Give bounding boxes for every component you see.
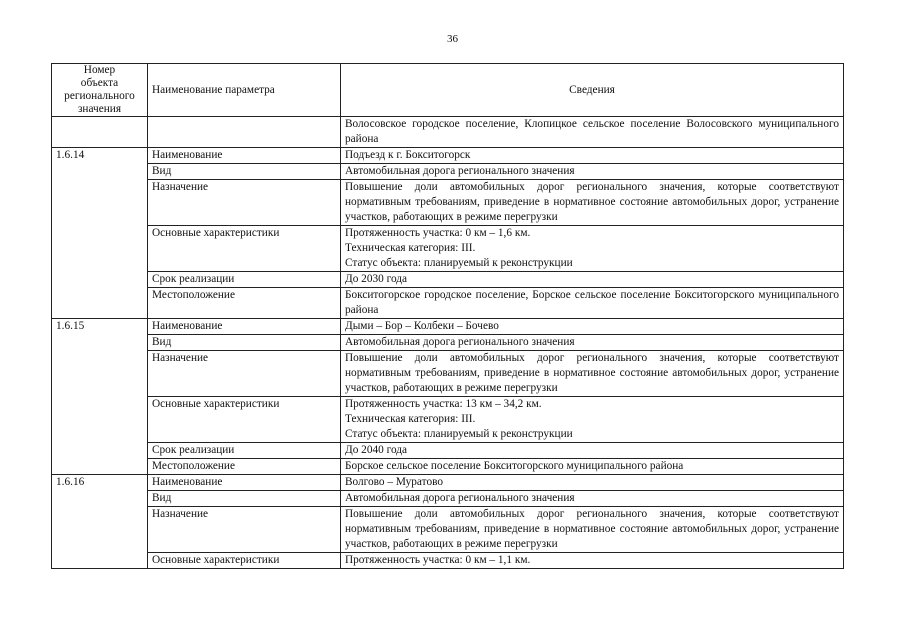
parameter-label: Основные характеристики <box>148 226 341 272</box>
table-row <box>52 148 844 164</box>
parameter-value <box>341 148 844 164</box>
parameter-value-line: Бокситогорское городское поселение, Борское сельское поселение Бокситогорского муниципального района <box>345 289 839 316</box>
header-object-number <box>52 64 148 117</box>
parameter-value-line: Протяженность участка: 0 км – 1,6 км. <box>345 227 531 239</box>
parameter-value-line: Подъезд к г. Бокситогорск <box>345 149 471 161</box>
table-row <box>52 443 844 459</box>
parameter-label: Местоположение <box>148 288 341 319</box>
parameter-value <box>341 272 844 288</box>
table-row <box>52 553 844 569</box>
parameter-label: Наименование <box>148 148 341 164</box>
table-row <box>52 351 844 397</box>
parameter-value-line: Автомобильная дорога регионального значения <box>345 165 575 177</box>
table-row <box>52 288 844 319</box>
parameter-value <box>341 459 844 475</box>
parameter-label: Вид <box>148 335 341 351</box>
parameter-value-line: Борское сельское поселение Бокситогорского муниципального района <box>345 460 684 472</box>
parameter-label: Основные характеристики <box>148 553 341 569</box>
parameter-label: Вид <box>148 164 341 180</box>
objects-table <box>51 63 844 569</box>
parameter-value <box>341 475 844 491</box>
table-row <box>52 491 844 507</box>
parameter-value <box>341 491 844 507</box>
header-details: Сведения <box>341 64 844 117</box>
object-number: 1.6.14 <box>52 148 148 319</box>
parameter-value <box>341 351 844 397</box>
parameter-label: Местоположение <box>148 459 341 475</box>
parameter-label: Основные характеристики <box>148 397 341 443</box>
table-row <box>52 272 844 288</box>
table-row <box>52 335 844 351</box>
parameter-label: Вид <box>148 491 341 507</box>
parameter-label: Наименование <box>148 319 341 335</box>
parameter-value <box>341 180 844 226</box>
object-number: 1.6.15 <box>52 319 148 475</box>
object-number: 1.6.16 <box>52 475 148 569</box>
table-body <box>52 117 844 569</box>
parameter-value <box>341 553 844 569</box>
parameter-value <box>341 288 844 319</box>
parameter-label: Назначение <box>148 351 341 397</box>
parameter-value-line: Техническая категория: III. <box>345 242 476 254</box>
parameter-value <box>341 319 844 335</box>
parameter-value <box>341 226 844 272</box>
parameter-label: Назначение <box>148 180 341 226</box>
parameter-value <box>341 397 844 443</box>
table-row <box>52 180 844 226</box>
parameter-value-line: Автомобильная дорога регионального значения <box>345 336 575 348</box>
table-row <box>52 459 844 475</box>
parameter-value-line: Протяженность участка: 0 км – 1,1 км. <box>345 554 531 566</box>
header-col1-line: регионального <box>64 90 135 102</box>
header-col1-line: значения <box>77 103 122 115</box>
continuation-row <box>52 117 844 148</box>
parameter-label: Наименование <box>148 475 341 491</box>
table-row <box>52 475 844 491</box>
parameter-value-line: Автомобильная дорога регионального значения <box>345 492 575 504</box>
parameter-value <box>341 335 844 351</box>
parameter-value-line: Повышение доли автомобильных дорог регионального значения, которые соответствуют нормативным требованиям, приведение в нормативное состояние автомобильных дорог, устранение участков, работающих в режиме перегрузки <box>345 352 839 394</box>
parameter-value-line: Статус объекта: планируемый к реконструкции <box>345 428 573 440</box>
parameter-value <box>341 164 844 180</box>
header-parameter-name: Наименование параметра <box>148 64 341 117</box>
table-header-row <box>52 64 844 117</box>
table-row <box>52 507 844 553</box>
header-col1-line: Номер <box>83 64 116 76</box>
parameter-value-line: Волгово – Муратово <box>345 476 443 488</box>
table-row <box>52 397 844 443</box>
page-number: 36 <box>447 33 458 45</box>
parameter-label: Срок реализации <box>148 443 341 459</box>
parameter-value-line: До 2040 года <box>345 444 408 456</box>
parameter-label: Назначение <box>148 507 341 553</box>
parameter-value <box>341 507 844 553</box>
table-row <box>52 319 844 335</box>
header-col1-line: объекта <box>80 77 119 89</box>
parameter-value-line: Техническая категория: III. <box>345 413 476 425</box>
continuation-location-text: Волосовское городское поселение, Клопицкое сельское поселение Волосовского муниципального района <box>341 117 844 148</box>
parameter-value-line: Статус объекта: планируемый к реконструкции <box>345 257 573 269</box>
parameter-label: Срок реализации <box>148 272 341 288</box>
parameter-value-line: До 2030 года <box>345 273 408 285</box>
parameter-value <box>341 443 844 459</box>
continuation-number-cell <box>52 117 148 148</box>
parameter-value-line: Дыми – Бор – Колбеки – Бочево <box>345 320 499 332</box>
parameter-value-line: Повышение доли автомобильных дорог регионального значения, которые соответствуют нормативным требованиям, приведение в нормативное состояние автомобильных дорог, устранение участков, работающих в режиме перегрузки <box>345 508 839 550</box>
table-row <box>52 226 844 272</box>
parameter-value-line: Протяженность участка: 13 км – 34,2 км. <box>345 398 542 410</box>
continuation-label-cell <box>148 117 341 148</box>
parameter-value-line: Повышение доли автомобильных дорог регионального значения, которые соответствуют нормативным требованиям, приведение в нормативное состояние автомобильных дорог, устранение участков, работающих в режиме перегрузки <box>345 181 839 223</box>
table-row <box>52 164 844 180</box>
